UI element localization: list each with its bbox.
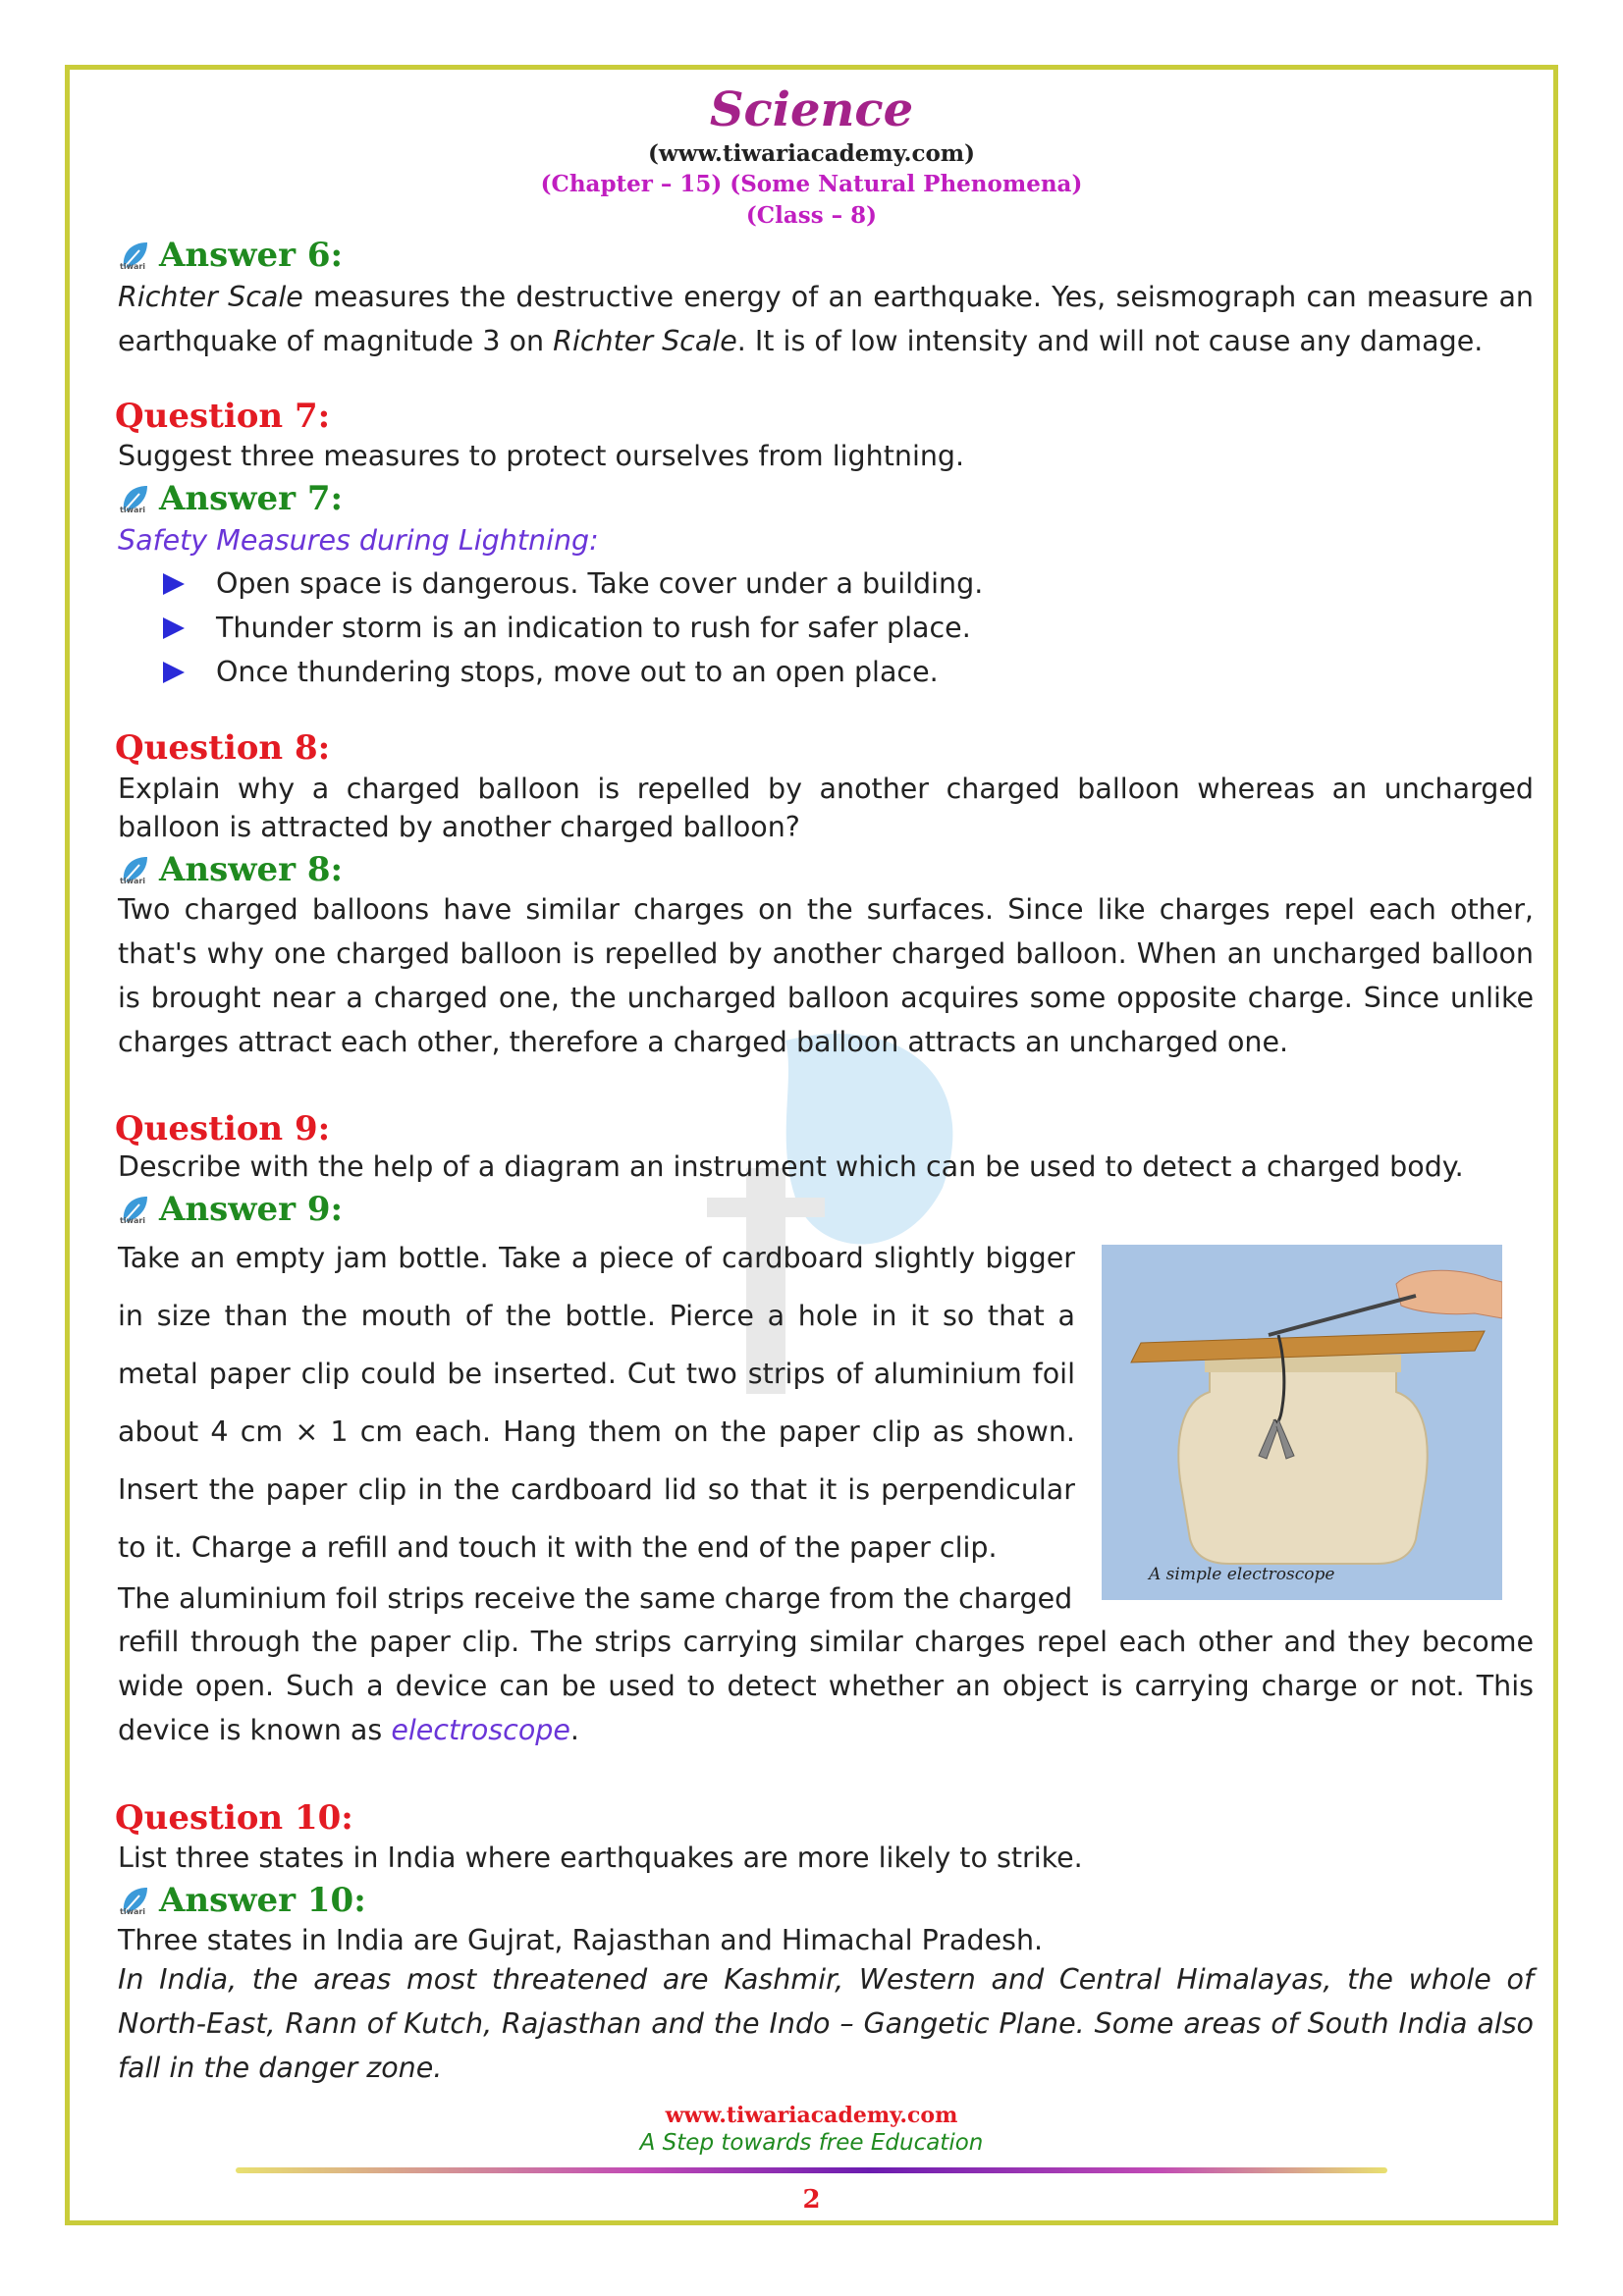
- answer-9-text-continued: The aluminium foil strips receive the same charge from the charged: [118, 1582, 1073, 1615]
- question-10-text: List three states in India where earthquakes are more likely to strike.: [118, 1842, 1083, 1874]
- figure-caption: A simple electroscope: [1149, 1565, 1335, 1584]
- answer-7-heading: tiwari Answer 7:: [120, 479, 344, 518]
- answer-6-text: Richter Scale measures the destructive energy of an earthquake. Yes, seismograph can measure an earthquake of magnitude 3 on Richter Scale. It is of low intensity and will not cause any damage.: [118, 281, 1534, 357]
- header-class: (Class – 8): [745, 202, 878, 229]
- answer-8-text: Two charged balloons have similar charges on the surfaces. Since like charges repel each other, that's why one charged balloon is repelled by another charged balloon. When an uncharged balloon is brought near a charged one, the uncharged balloon acquires some opposite charge. Since unlike charges attract each other, therefore a charged balloon attracts an uncharged one.: [118, 893, 1534, 1058]
- answer-6-heading: tiwari Answer 6:: [120, 236, 344, 275]
- footer-url[interactable]: www.tiwariacademy.com: [665, 2103, 958, 2128]
- question-7-text: Suggest three measures to protect ourselves from lightning.: [118, 440, 965, 472]
- question-9-text: Describe with the help of a diagram an instrument which can be used to detect a charged body.: [118, 1150, 1464, 1183]
- tiwari-leaf-icon: [118, 1194, 151, 1223]
- svg-text:tiwari: tiwari: [120, 877, 146, 884]
- question-8-heading: Question 8:: [115, 728, 331, 768]
- header-url: (www.tiwariacademy.com): [647, 140, 976, 167]
- question-7-heading: Question 7:: [115, 397, 331, 436]
- answer-9-heading: tiwari Answer 9:: [120, 1190, 344, 1229]
- question-8-text: Explain why a charged balloon is repelled by another charged balloon whereas an uncharged balloon is attracted by another charged balloon?: [118, 773, 1534, 843]
- tiwari-leaf-icon: [118, 854, 151, 883]
- svg-text:tiwari: tiwari: [120, 1907, 146, 1915]
- answer-7-subheading: Safety Measures during Lightning:: [118, 524, 599, 557]
- question-10-heading: Question 10:: [115, 1798, 353, 1838]
- footer-divider: [236, 2167, 1387, 2173]
- answer-9-text: Take an empty jam bottle. Take a piece of cardboard slightly bigger in size than the mouth of the bottle. Pierce a hole in it so that a metal paper clip could be inserted. Cut two strips of aluminium foil about 4 cm × 1 cm each. Hang them on the paper clip as shown. Insert the paper clip in the cardboard lid so that it is perpendicular to it. Charge a refill and touch it with the end of the paper clip.: [118, 1242, 1075, 1564]
- page-number: 2: [802, 2185, 821, 2215]
- answer-10-italic-text: In India, the areas most threatened are Kashmir, Western and Central Himalayas, the whole of North-East, Rann of Kutch, Rajasthan and the Indo – Gangetic Plane. Some areas of South India also fall in the danger zone.: [118, 1963, 1534, 2084]
- arrow-bullet-icon: [163, 662, 185, 683]
- electroscope-figure: [1102, 1245, 1502, 1600]
- arrow-bullet-icon: [163, 617, 185, 639]
- footer-tagline: A Step towards free Education: [639, 2130, 984, 2156]
- svg-text:tiwari: tiwari: [120, 262, 146, 270]
- answer-9-text-rest: refill through the paper clip. The strips carrying similar charges repel each other and they become wide open. Such a device can be used to detect whether an object is carrying charge or not. This device is known as electroscope.: [118, 1626, 1534, 1746]
- page-title: Science: [709, 82, 914, 137]
- tiwari-leaf-icon: [118, 240, 151, 269]
- header-chapter: (Chapter – 15) (Some Natural Phenomena): [540, 171, 1083, 197]
- answer-10-heading: tiwari Answer 10:: [120, 1881, 366, 1920]
- question-9-heading: Question 9:: [115, 1109, 331, 1148]
- arrow-bullet-icon: [163, 573, 185, 595]
- answer-10-text: Three states in India are Gujrat, Rajasthan and Himachal Pradesh.: [118, 1924, 1044, 1956]
- tiwari-leaf-icon: [118, 483, 151, 512]
- svg-text:tiwari: tiwari: [120, 1216, 146, 1224]
- answer-8-heading: tiwari Answer 8:: [120, 850, 344, 889]
- svg-text:tiwari: tiwari: [120, 506, 146, 513]
- tiwari-leaf-icon: [118, 1885, 151, 1914]
- electroscope-illustration: [1102, 1245, 1502, 1600]
